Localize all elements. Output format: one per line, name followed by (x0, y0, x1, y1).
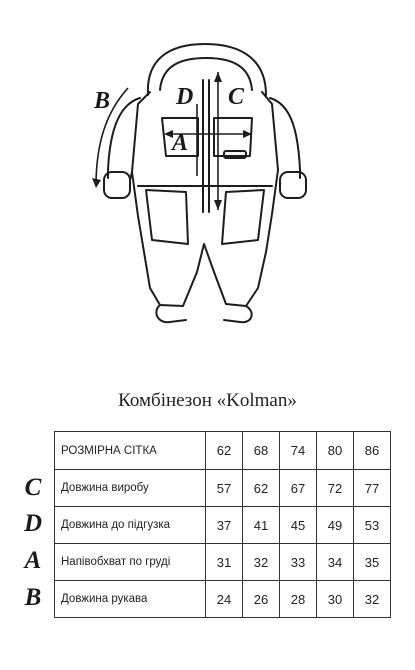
value-cell: 37 (206, 507, 243, 544)
row-label: Довжина до підгузка (55, 507, 206, 544)
value-cell: 31 (206, 544, 243, 581)
table-header-row (55, 432, 391, 470)
hood-outline (148, 44, 266, 95)
row-label: Довжина рукава (55, 581, 206, 618)
row-mark-c: C (24, 474, 42, 501)
table-row (55, 581, 391, 618)
value-cell: 30 (317, 581, 354, 618)
right-cargo-pocket (222, 190, 264, 244)
row-label: Довжина виробу (55, 470, 206, 507)
value-cell: 26 (243, 581, 280, 618)
dimension-letter-b: B (94, 88, 111, 114)
value-cell: 67 (280, 470, 317, 507)
table-row (55, 544, 391, 581)
right-leg-cuff (224, 306, 252, 322)
value-cell: 32 (243, 544, 280, 581)
size-header-cell: 62 (206, 432, 243, 470)
table-row (55, 470, 391, 507)
row-label: Напівобхват по груді (55, 544, 206, 581)
dimension-letter-d: D (176, 84, 194, 110)
size-header-cell: 74 (280, 432, 317, 470)
left-cargo-pocket (146, 190, 188, 244)
left-leg-cuff (156, 305, 186, 322)
table-row (55, 507, 391, 544)
value-cell: 49 (317, 507, 354, 544)
size-header-cell: 80 (317, 432, 354, 470)
size-header-cell: 68 (243, 432, 280, 470)
body-outline (132, 92, 278, 306)
value-cell: 35 (354, 544, 391, 581)
value-cell: 62 (243, 470, 280, 507)
value-cell: 34 (317, 544, 354, 581)
value-cell: 33 (280, 544, 317, 581)
row-mark-a: A (24, 547, 42, 574)
size-chart-table (54, 431, 391, 618)
dimension-letter-a: A (172, 130, 189, 156)
dimension-letter-c: C (228, 84, 245, 110)
row-mark-d: D (23, 510, 43, 537)
page-title: Комбінезон «Kolman» (118, 390, 297, 411)
size-header-cell: 86 (354, 432, 391, 470)
value-cell: 57 (206, 470, 243, 507)
value-cell: 24 (206, 581, 243, 618)
value-cell: 41 (243, 507, 280, 544)
value-cell: 72 (317, 470, 354, 507)
row-mark-b: B (24, 584, 42, 611)
value-cell: 77 (354, 470, 391, 507)
value-cell: 32 (354, 581, 391, 618)
table-header-label: РОЗМІРНА СІТКА (55, 432, 206, 470)
value-cell: 28 (280, 581, 317, 618)
value-cell: 45 (280, 507, 317, 544)
value-cell: 53 (354, 507, 391, 544)
right-cuff (280, 172, 306, 198)
